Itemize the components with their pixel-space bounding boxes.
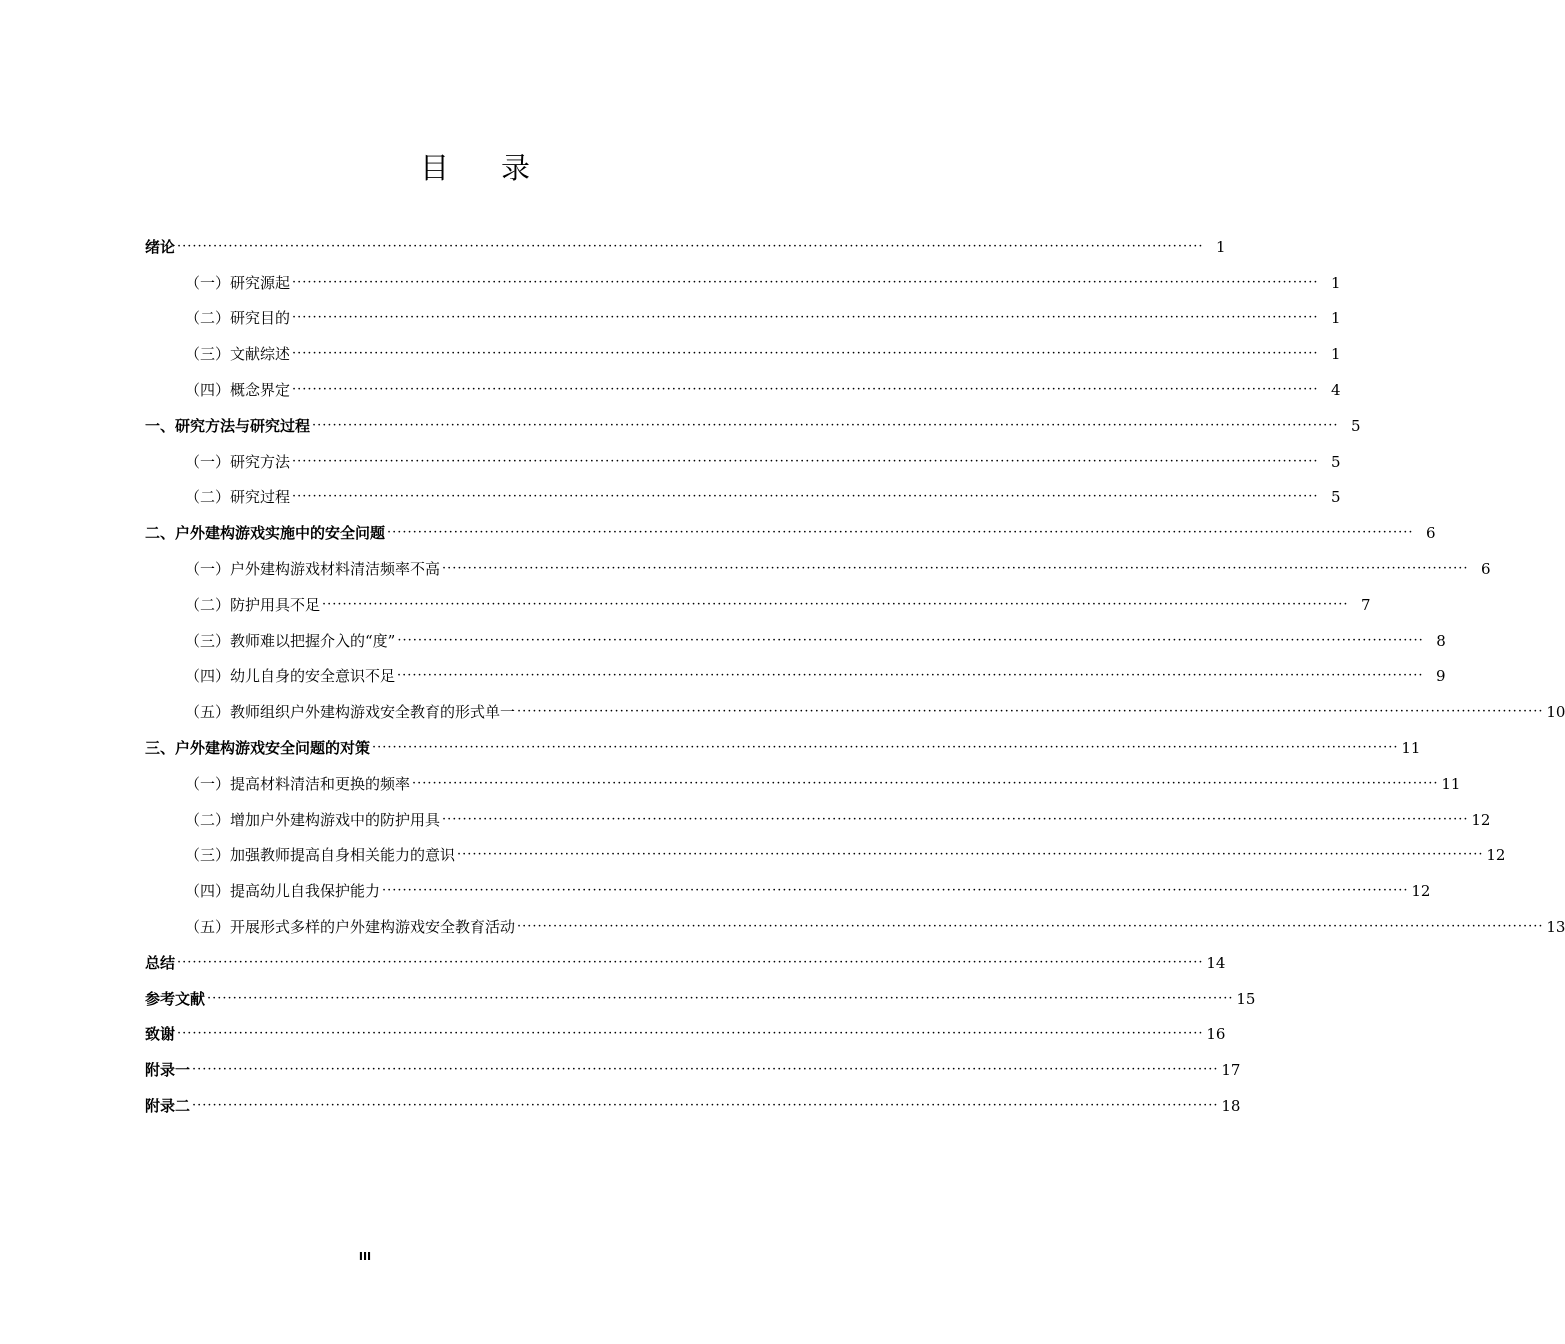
toc-leader-dots: ········································································································································································································ bbox=[292, 381, 1319, 397]
toc-leader-dots: ········································································································································································································ bbox=[457, 847, 1484, 863]
toc-entry[interactable] bbox=[145, 658, 1446, 694]
table-of-contents bbox=[145, 228, 1565, 1123]
toc-entry[interactable] bbox=[145, 1016, 1226, 1052]
toc-entry-label: （四）幼儿自身的安全意识不足 bbox=[185, 667, 396, 686]
toc-entry[interactable] bbox=[145, 1051, 1241, 1087]
toc-entry-page: 6 bbox=[1425, 524, 1436, 543]
toc-entry[interactable] bbox=[145, 944, 1226, 980]
toc-entry[interactable] bbox=[145, 514, 1436, 550]
toc-entry-label: 绪论 bbox=[145, 237, 176, 256]
toc-entry[interactable] bbox=[145, 335, 1341, 371]
toc-entry-label: 附录二 bbox=[145, 1096, 191, 1115]
toc-entry-page: 1 bbox=[1330, 309, 1341, 328]
toc-leader-dots: ········································································································································································································ bbox=[397, 632, 1424, 648]
toc-entry-label: 参考文献 bbox=[145, 989, 206, 1008]
toc-entry[interactable] bbox=[145, 980, 1256, 1016]
toc-leader-dots: ········································································································································································································ bbox=[292, 453, 1319, 469]
toc-entry-label: （一）户外建构游戏材料清洁频率不高 bbox=[185, 559, 441, 578]
toc-leader-dots: ········································································································································································································ bbox=[292, 310, 1319, 326]
toc-entry-page: 17 bbox=[1221, 1061, 1241, 1080]
toc-entry-label: （三）教师难以把握介入的“度” bbox=[185, 631, 396, 650]
toc-entry[interactable] bbox=[145, 622, 1446, 658]
toc-leader-dots: ········································································································································································································ bbox=[387, 525, 1414, 541]
toc-entry[interactable] bbox=[145, 801, 1491, 837]
toc-entry-page: 13 bbox=[1546, 917, 1565, 936]
toc-entry-page: 4 bbox=[1330, 380, 1341, 399]
toc-entry-label: 一、研究方法与研究过程 bbox=[145, 416, 311, 435]
toc-entry-label: （二）研究过程 bbox=[185, 488, 291, 507]
toc-entry-label: （三）加强教师提高自身相关能力的意识 bbox=[185, 846, 456, 865]
toc-entry-label: （一）提高材料清洁和更换的频率 bbox=[185, 774, 411, 793]
toc-leader-dots: ········································································································································································································ bbox=[517, 704, 1544, 720]
toc-entry[interactable] bbox=[145, 550, 1491, 586]
toc-entry-label: 致谢 bbox=[145, 1025, 176, 1044]
toc-leader-dots: ········································································································································································································ bbox=[292, 274, 1319, 290]
toc-entry[interactable] bbox=[145, 300, 1341, 336]
toc-leader-dots: ········································································································································································································ bbox=[382, 883, 1409, 899]
toc-entry[interactable] bbox=[145, 228, 1226, 264]
toc-entry-page: 11 bbox=[1401, 738, 1421, 757]
toc-entry[interactable] bbox=[145, 765, 1461, 801]
toc-title: 目录 bbox=[419, 151, 582, 185]
toc-leader-dots: ········································································································································································································ bbox=[517, 918, 1544, 934]
toc-leader-dots: ········································································································································································································ bbox=[292, 489, 1319, 505]
toc-entry-page: 7 bbox=[1360, 595, 1371, 614]
toc-entry-label: 总结 bbox=[145, 953, 176, 972]
toc-leader-dots: ········································································································································································································ bbox=[207, 990, 1234, 1006]
toc-entry-page: 18 bbox=[1221, 1096, 1241, 1115]
toc-entry-label: （五）教师组织户外建构游戏安全教育的形式单一 bbox=[185, 703, 516, 722]
toc-leader-dots: ········································································································································································································ bbox=[397, 668, 1424, 684]
toc-entry-page: 8 bbox=[1436, 631, 1446, 650]
toc-entry[interactable] bbox=[145, 371, 1341, 407]
toc-entry-page: 6 bbox=[1480, 559, 1491, 578]
toc-entry[interactable] bbox=[145, 443, 1341, 479]
toc-entry-page: 14 bbox=[1206, 953, 1226, 972]
toc-entry-label: （二）防护用具不足 bbox=[185, 595, 321, 614]
toc-entry-label: （一）研究源起 bbox=[185, 273, 291, 292]
toc-entry-page: 5 bbox=[1330, 488, 1341, 507]
toc-leader-dots: ········································································································································································································ bbox=[192, 1097, 1219, 1113]
toc-entry[interactable] bbox=[145, 264, 1341, 300]
toc-entry-label: （二）研究目的 bbox=[185, 309, 291, 328]
toc-entry[interactable] bbox=[145, 1087, 1241, 1123]
toc-entry[interactable] bbox=[145, 586, 1371, 622]
toc-entry-page: 11 bbox=[1441, 774, 1461, 793]
toc-entry-label: （二）增加户外建构游戏中的防护用具 bbox=[185, 810, 441, 829]
toc-entry-label: （一）研究方法 bbox=[185, 452, 291, 471]
toc-leader-dots: ········································································································································································································ bbox=[177, 238, 1204, 254]
toc-entry-label: （五）开展形式多样的户外建构游戏安全教育活动 bbox=[185, 917, 516, 936]
toc-entry[interactable] bbox=[145, 729, 1421, 765]
toc-entry-page: 1 bbox=[1215, 237, 1226, 256]
toc-entry-page: 1 bbox=[1330, 273, 1341, 292]
toc-leader-dots: ········································································································································································································ bbox=[412, 775, 1439, 791]
toc-entry-label: （三）文献综述 bbox=[185, 345, 291, 364]
toc-leader-dots: ········································································································································································································ bbox=[442, 811, 1469, 827]
toc-entry-label: （四）概念界定 bbox=[185, 380, 291, 399]
toc-leader-dots: ········································································································································································································ bbox=[177, 954, 1204, 970]
toc-entry-label: （四）提高幼儿自我保护能力 bbox=[185, 882, 381, 901]
toc-entry-label: 附录一 bbox=[145, 1061, 191, 1080]
toc-entry-page: 5 bbox=[1350, 416, 1361, 435]
toc-entry[interactable] bbox=[145, 693, 1565, 729]
toc-leader-dots: ········································································································································································································ bbox=[322, 596, 1349, 612]
toc-leader-dots: ········································································································································································································ bbox=[177, 1026, 1204, 1042]
toc-entry-page: 12 bbox=[1411, 882, 1431, 901]
toc-entry-page: 1 bbox=[1330, 345, 1341, 364]
toc-entry-page: 16 bbox=[1206, 1025, 1226, 1044]
toc-entry-page: 9 bbox=[1435, 667, 1446, 686]
toc-entry[interactable] bbox=[145, 479, 1341, 515]
toc-leader-dots: ········································································································································································································ bbox=[292, 346, 1319, 362]
toc-leader-dots: ········································································································································································································ bbox=[372, 739, 1399, 755]
toc-entry[interactable] bbox=[145, 407, 1361, 443]
toc-entry[interactable] bbox=[145, 908, 1565, 944]
toc-entry-page: 12 bbox=[1486, 846, 1506, 865]
toc-leader-dots: ········································································································································································································ bbox=[192, 1062, 1219, 1078]
toc-entry[interactable] bbox=[145, 872, 1431, 908]
toc-leader-dots: ········································································································································································································ bbox=[312, 417, 1339, 433]
toc-leader-dots: ········································································································································································································ bbox=[442, 560, 1469, 576]
toc-entry-page: 5 bbox=[1330, 452, 1341, 471]
toc-entry-page: 15 bbox=[1236, 989, 1256, 1008]
toc-entry-label: 二、户外建构游戏实施中的安全问题 bbox=[145, 524, 386, 543]
toc-entry-page: 12 bbox=[1471, 810, 1491, 829]
toc-entry-page: 10 bbox=[1546, 703, 1565, 722]
page-number: III bbox=[358, 1250, 372, 1263]
toc-entry-label: 三、户外建构游戏安全问题的对策 bbox=[145, 738, 371, 757]
toc-entry[interactable] bbox=[145, 837, 1506, 873]
